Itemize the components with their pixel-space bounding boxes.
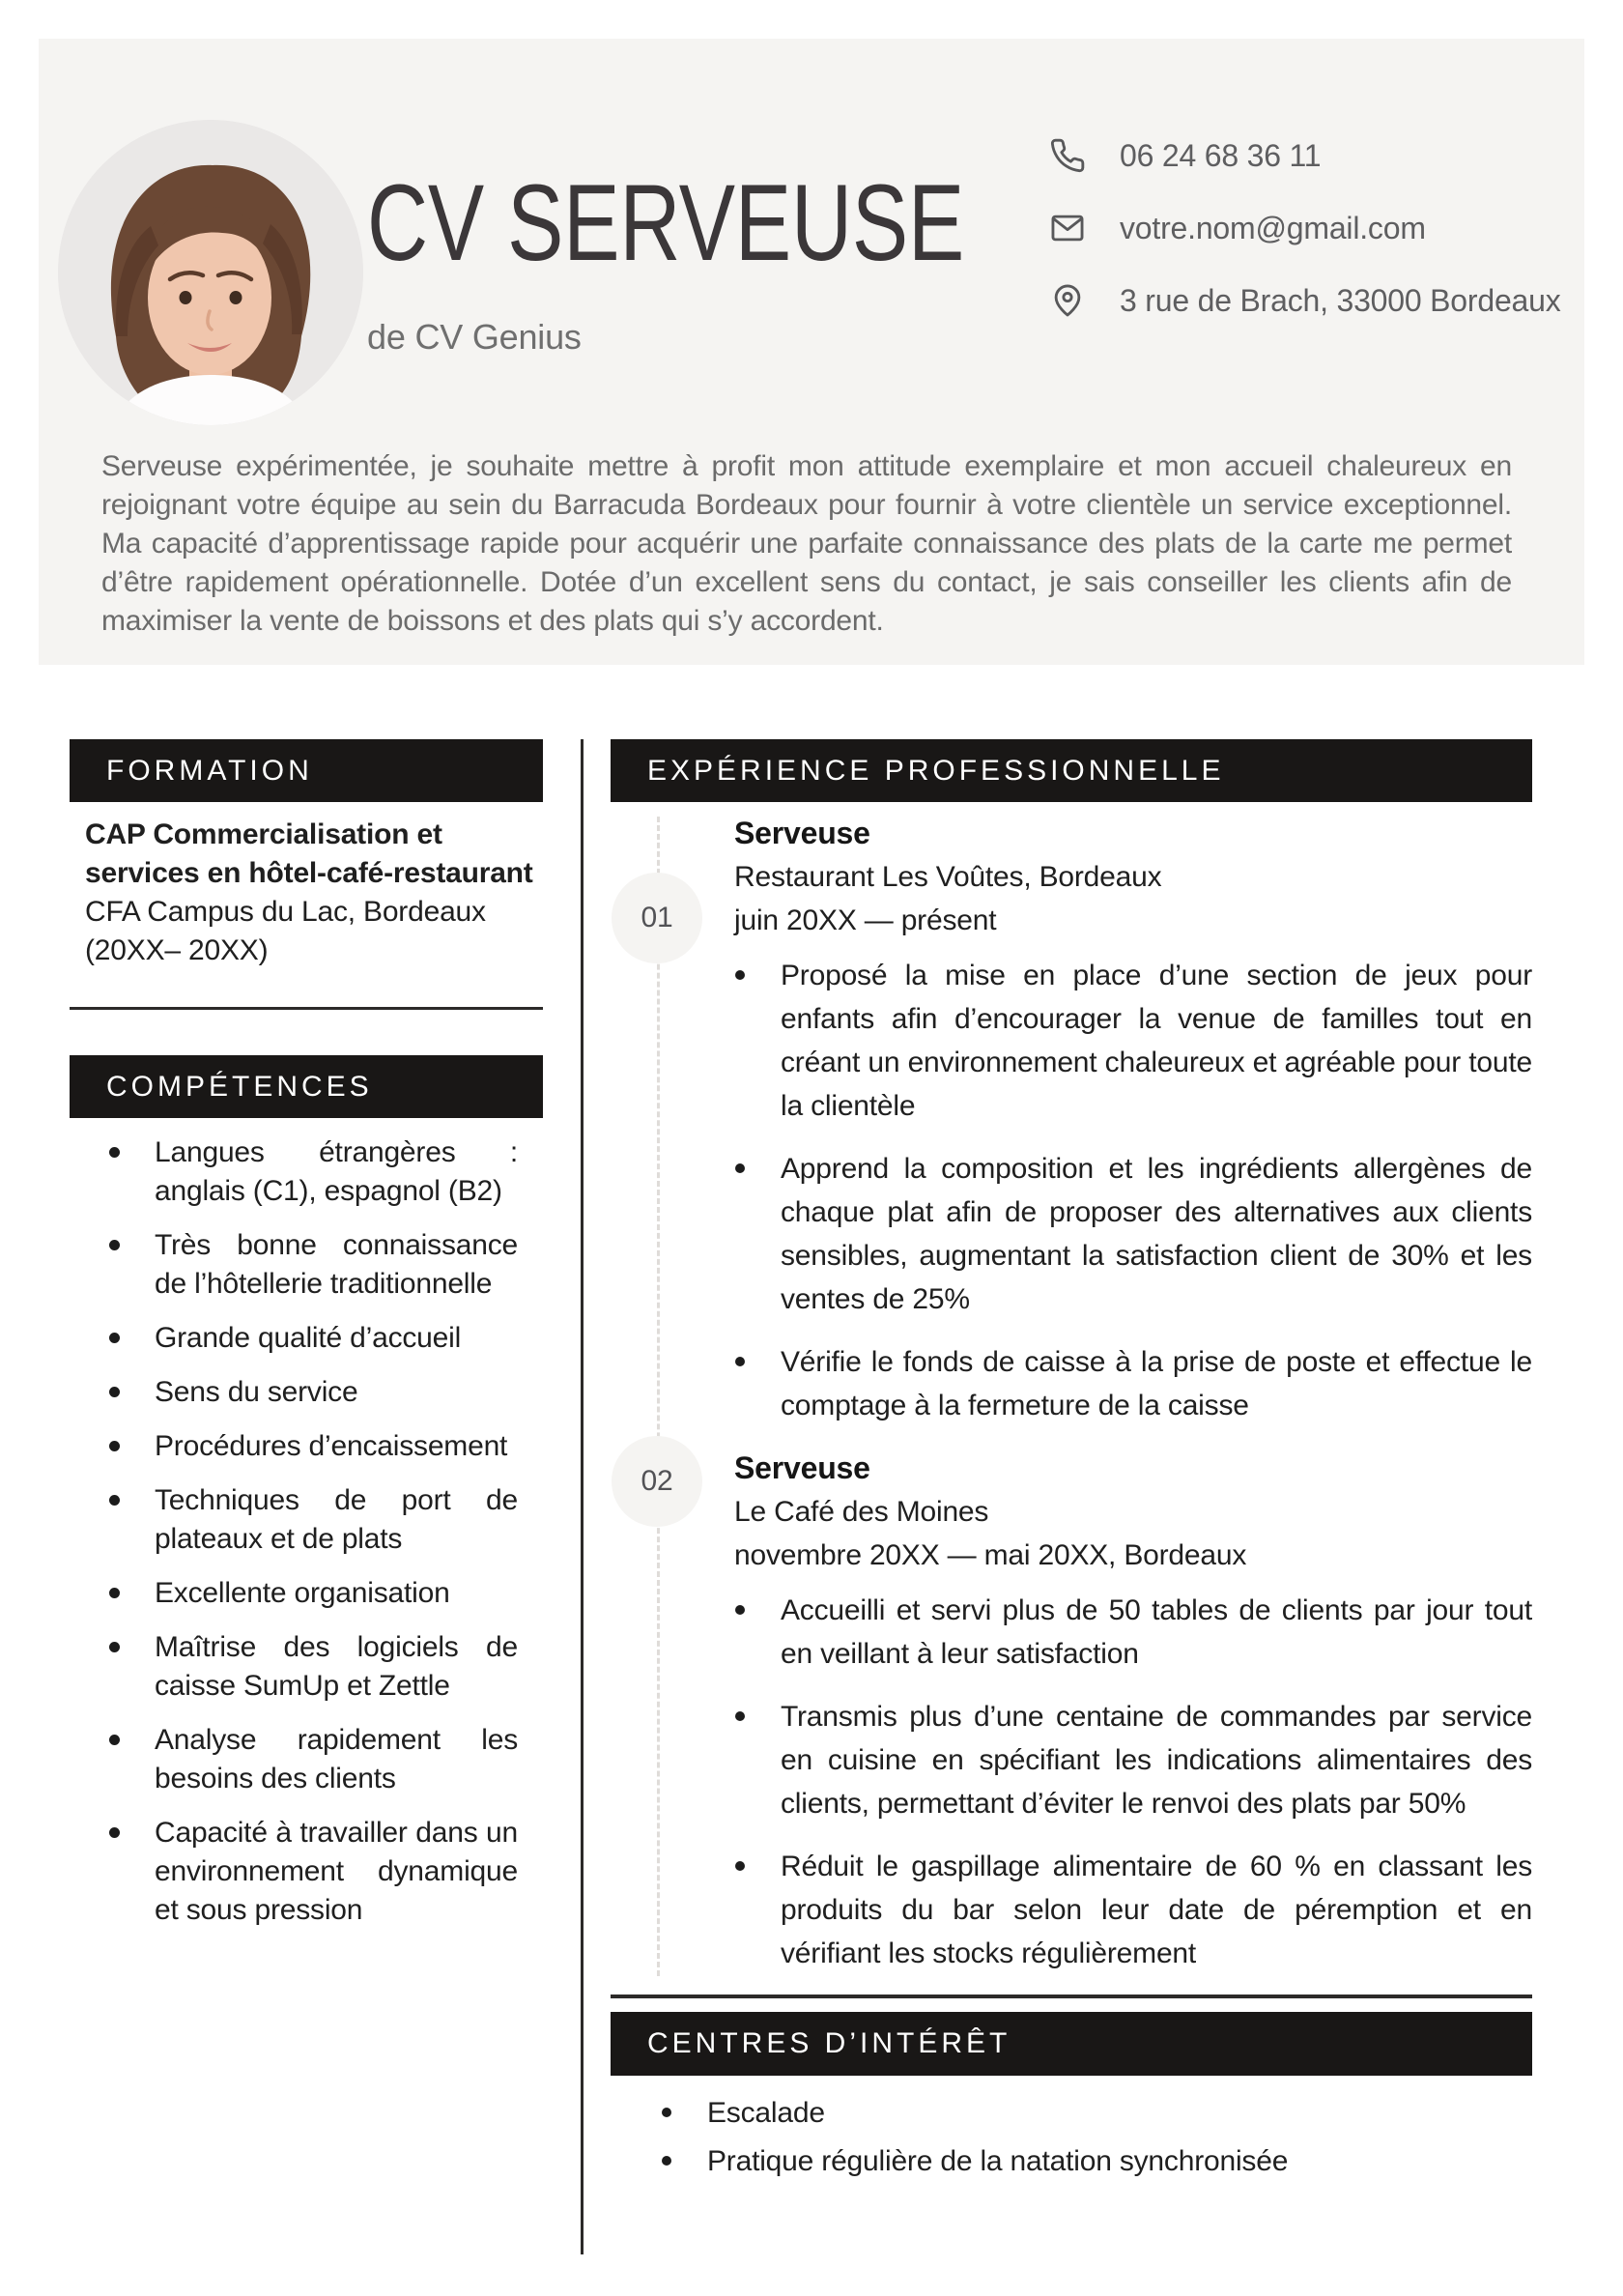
job-dates: novembre 20XX — mai 20XX, Bordeaux — [734, 1539, 1247, 1571]
contact-address: 3 rue de Brach, 33000 Bordeaux — [1120, 282, 1561, 318]
list-item: Capacité à travailler dans un environnement dynamique et sous pression — [155, 1814, 518, 1930]
right-column — [611, 739, 1532, 2186]
map-pin-icon — [1048, 281, 1087, 320]
education-school: CFA Campus du Lac, Bordeaux — [85, 896, 486, 928]
list-item: Excellente organisation — [155, 1574, 518, 1613]
list-item: Techniques de port de plateaux et de plats — [155, 1481, 518, 1559]
hero-header — [39, 39, 1584, 665]
list-item: Langues étrangères : anglais (C1), espagnol (B2) — [155, 1134, 518, 1211]
education-degree: CAP Commercialisation et services en hôtel-café-restaurant — [85, 818, 533, 889]
section-header-interests: CENTRES D’INTÉRÊT — [611, 2012, 1532, 2076]
list-item: Apprend la composition et les ingrédients allergènes de chaque plat afin de proposer des alternatives aux clients sensibles, augmentant la satisfaction client de 30% et les ventes de 25% — [781, 1147, 1532, 1321]
mail-icon — [1048, 209, 1087, 247]
list-item: Proposé la mise en place d’une section de jeux pour enfants afin d’encourager la venue de familles tout en créant un environnement chaleureux et agréable pour toute la clientèle — [781, 954, 1532, 1128]
contact-email: votre.nom@gmail.com — [1120, 210, 1426, 245]
list-item: Pratique régulière de la natation synchronisée — [707, 2138, 1532, 2186]
list-item: Sens du service — [155, 1373, 518, 1412]
job-company: Le Café des Moines — [734, 1496, 989, 1528]
list-item: Réduit le gaspillage alimentaire de 60 % en classant les produits du bar selon leur date de péremption et en vérifiant les stocks régulièrement — [781, 1845, 1532, 1975]
job-bullet-list — [611, 954, 1532, 1427]
left-section-divider — [70, 1007, 543, 1010]
profile-summary: Serveuse expérimentée, je souhaite mettre à profit mon attitude exemplaire et mon accueil chaleureux en rejoignant votre équipe au sein du Barracuda Bordeaux pour fournir à votre clientèle un service exceptionnel. Ma capacité d’apprentissage rapide pour acquérir une parfaite connaissance des plats de la carte me permet d’être rapidement opérationnelle. Dotée d’un excellent sens du contact, je sais conseiller les clients afin de maximiser la vente de boissons et des plats qui s’y accordent. — [101, 450, 1512, 637]
timeline-badge-01: 01 — [612, 873, 702, 963]
page-subtitle: de CV Genius — [367, 317, 582, 357]
job-company: Restaurant Les Voûtes, Bordeaux — [734, 861, 1162, 893]
contact-block — [1048, 136, 1561, 320]
section-header-competences: COMPÉTENCES — [70, 1055, 543, 1118]
job-dates: juin 20XX — présent — [734, 904, 997, 936]
contact-email-row — [1048, 209, 1561, 247]
contact-phone: 06 24 68 36 11 — [1120, 137, 1322, 173]
phone-icon — [1048, 136, 1087, 175]
education-entry — [85, 816, 543, 970]
list-item: Vérifie le fonds de caisse à la prise de poste et effectue le comptage à la fermeture de la caisse — [781, 1340, 1532, 1427]
list-item: Procédures d’encaissement — [155, 1427, 518, 1466]
interests-list — [611, 2089, 1532, 2186]
job-title: Serveuse — [734, 1450, 870, 1485]
list-item: Escalade — [707, 2089, 1532, 2138]
section-header-formation: FORMATION — [70, 739, 543, 802]
list-item: Accueilli et servi plus de 50 tables de clients par jour tout en veillant à leur satisfaction — [781, 1589, 1532, 1676]
job-bullet-list — [611, 1589, 1532, 1975]
skills-list — [70, 1134, 543, 1930]
list-item: Grande qualité d’accueil — [155, 1319, 518, 1358]
timeline-line — [657, 817, 660, 1976]
list-item: Maîtrise des logiciels de caisse SumUp et Zettle — [155, 1628, 518, 1706]
list-item: Analyse rapidement les besoins des clients — [155, 1721, 518, 1798]
column-divider — [581, 739, 584, 2254]
profile-photo-illustration — [58, 120, 363, 425]
contact-address-row — [1048, 281, 1561, 320]
right-section-divider — [611, 1995, 1532, 1998]
left-column — [70, 739, 543, 1945]
list-item: Très bonne connaissance de l’hôtellerie traditionnelle — [155, 1226, 518, 1304]
education-dates: (20XX– 20XX) — [85, 934, 269, 966]
page-title: CV SERVEUSE — [367, 162, 965, 283]
job-header — [734, 812, 1532, 942]
section-header-experience: EXPÉRIENCE PROFESSIONNELLE — [611, 739, 1532, 802]
timeline-badge-02: 02 — [612, 1436, 702, 1527]
list-item: Transmis plus d’une centaine de commandes par service en cuisine en spécifiant les indications alimentaires des clients, permettant d’éviter le renvoi des plats par 50% — [781, 1695, 1532, 1825]
job-title: Serveuse — [734, 816, 870, 850]
avatar — [58, 120, 363, 425]
job-header — [734, 1447, 1532, 1577]
contact-phone-row — [1048, 136, 1561, 175]
